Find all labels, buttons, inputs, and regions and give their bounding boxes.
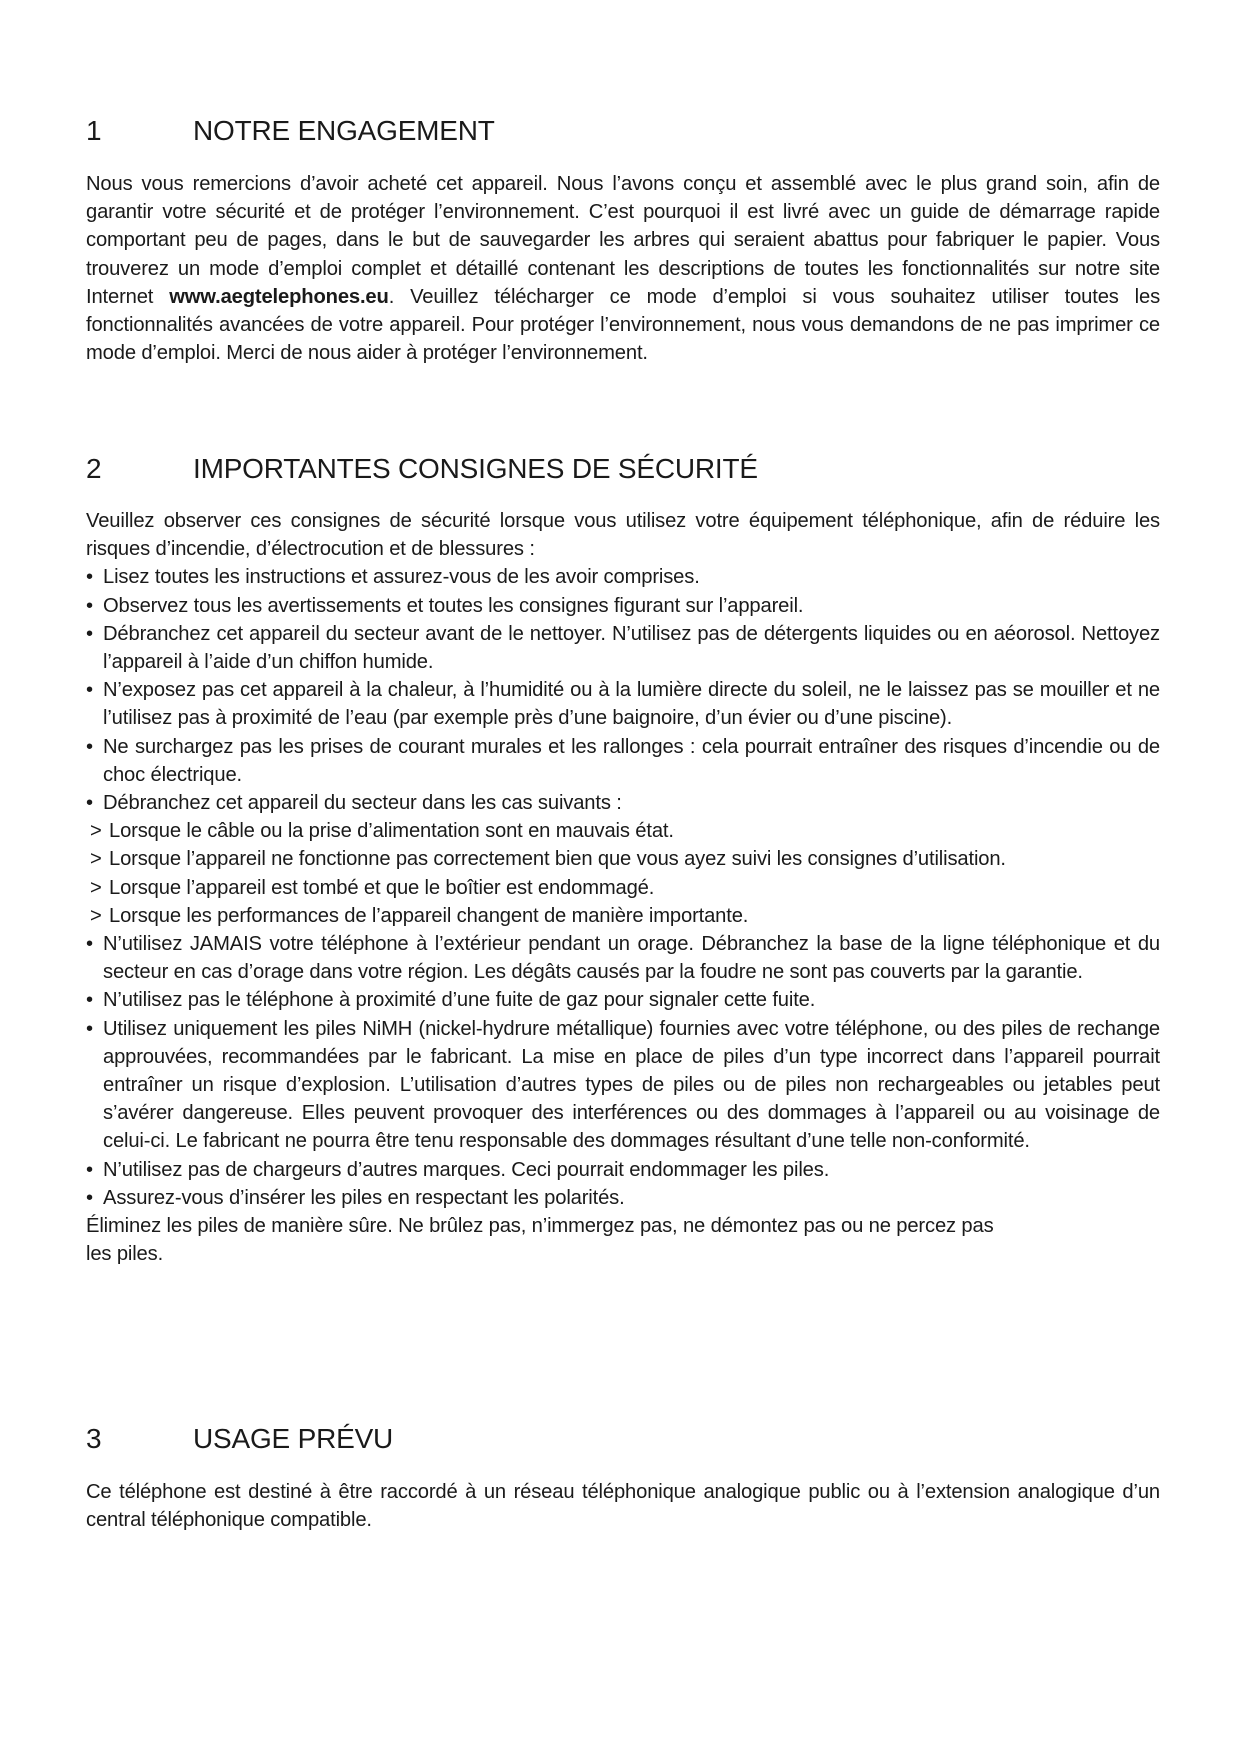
battery-disposal-line-2: les piles.	[86, 1243, 164, 1266]
list-item: • Assurez-vous d’insérer les piles en respectant les polarités.	[86, 1184, 1160, 1212]
section-1-heading	[86, 114, 1160, 148]
section-2-heading	[86, 452, 1160, 486]
section-1-text-post: . Veuillez télécharger ce mode d’emploi si vous souhaitez utiliser toutes les fonctionnalités avancées de votre appareil. Pour protéger l’environnement, nous vous demandons de ne pas imprimer ce mode d’emploi. Merci de nous aider à protéger l’environnement.	[86, 285, 1161, 365]
section-2-content	[86, 507, 1160, 1268]
section-3-number: 3	[86, 1423, 102, 1454]
sub-list-item: > Lorsque les performances de l’appareil changent de manière importante.	[86, 902, 1160, 930]
unplug-cases-list	[86, 817, 1160, 930]
list-item: • Lisez toutes les instructions et assurez-vous de les avoir comprises.	[86, 563, 1160, 591]
section-1-text-pre: Nous vous remercions d’avoir acheté cet appareil. Nous l’avons conçu et assemblé avec le plus grand soin, afin de garantir votre sécurité et de protéger l’environnement. C’est pourquoi il est livré avec un guide de démarrage rapide comportant peu de pages, dans le but de sauvegarder les arbres qui seraient abattus pour fabriquer le papier. Vous trouverez un mode d’emploi complet et détaillé contenant les descriptions de toutes les fonctionnalités sur notre site Internet	[86, 173, 1160, 308]
sub-list-item: > Lorsque le câble ou la prise d’alimentation sont en mauvais état.	[86, 817, 1160, 845]
battery-disposal-line-1: Éliminez les piles de manière sûre. Ne brûlez pas, n’immergez pas, ne démontez pas ou ne percez pas	[86, 1215, 994, 1238]
sub-list-item: > Lorsque l’appareil est tombé et que le boîtier est endommagé.	[86, 874, 1160, 902]
list-item: • Utilisez uniquement les piles NiMH (nickel-hydrure métallique) fournies avec votre téléphone, ou des piles de rechange approuvées, recommandées par le fabricant. La mise en place de piles d’un type incorrect dans l’appareil pourrait entraîner un risque d’explosion. L’utilisation d’autres types de piles ou de piles non rechargeables ou jetables peut s’avérer dangereuse. Elles peuvent provoquer des interférences ou des dommages à l’appareil ou au voisinage de celui-ci. Le fabricant ne pourra être tenu responsable des dommages résultant d’une telle non-conformité.	[86, 1015, 1160, 1156]
list-item: • N’utilisez pas le téléphone à proximité d’une fuite de gaz pour signaler cette fuite.	[86, 986, 1160, 1014]
section-1-number: 1	[86, 115, 102, 146]
sub-list-item: > Lorsque l’appareil ne fonctionne pas correctement bien que vous ayez suivi les consignes d’utilisation.	[86, 845, 1160, 873]
section-3-title: USAGE PRÉVU	[193, 1423, 394, 1454]
section-1-paragraph	[86, 170, 1160, 367]
list-item: • Débranchez cet appareil du secteur dans les cas suivants :	[86, 789, 1160, 817]
section-2-number: 2	[86, 453, 102, 484]
safety-list	[86, 563, 1160, 817]
section-2-title: IMPORTANTES CONSIGNES DE SÉCURITÉ	[193, 453, 758, 484]
section-1-title: NOTRE ENGAGEMENT	[193, 115, 495, 146]
list-item: • Observez tous les avertissements et toutes les consignes figurant sur l’appareil.	[86, 592, 1160, 620]
list-item: • N’utilisez pas de chargeurs d’autres marques. Ceci pourrait endommager les piles.	[86, 1156, 1160, 1184]
list-item: • N’utilisez JAMAIS votre téléphone à l’extérieur pendant un orage. Débranchez la base de la ligne téléphonique et du secteur en cas d’orage dans votre région. Les dégâts causés par la foudre ne sont pas couverts par la garantie.	[86, 930, 1160, 986]
website-link[interactable]: www.aegtelephones.eu	[169, 285, 389, 308]
section-3-heading	[86, 1422, 1160, 1456]
section-3-paragraph: Ce téléphone est destiné à être raccordé à un réseau téléphonique analogique public ou à l’extension analogique d’un central téléphonique compatible.	[86, 1481, 1160, 1532]
list-item: • N’exposez pas cet appareil à la chaleur, à l’humidité ou à la lumière directe du soleil, ne le laissez pas se mouiller et ne l’utilisez pas à proximité de l’eau (par exemple près d’une baignoire, d’un évier ou d’une piscine).	[86, 676, 1160, 732]
safety-list-continued	[86, 930, 1160, 1212]
list-item: • Débranchez cet appareil du secteur avant de le nettoyer. N’utilisez pas de détergents liquides ou en aéorosol. Nettoyez l’appareil à l’aide d’un chiffon humide.	[86, 620, 1160, 676]
section-2-intro: Veuillez observer ces consignes de sécurité lorsque vous utilisez votre équipement téléphonique, afin de réduire les risques d’incendie, d’électrocution et de blessures :	[86, 510, 1160, 561]
list-item: • Ne surchargez pas les prises de courant murales et les rallonges : cela pourrait entraîner des risques d’incendie ou de choc électrique.	[86, 733, 1160, 789]
